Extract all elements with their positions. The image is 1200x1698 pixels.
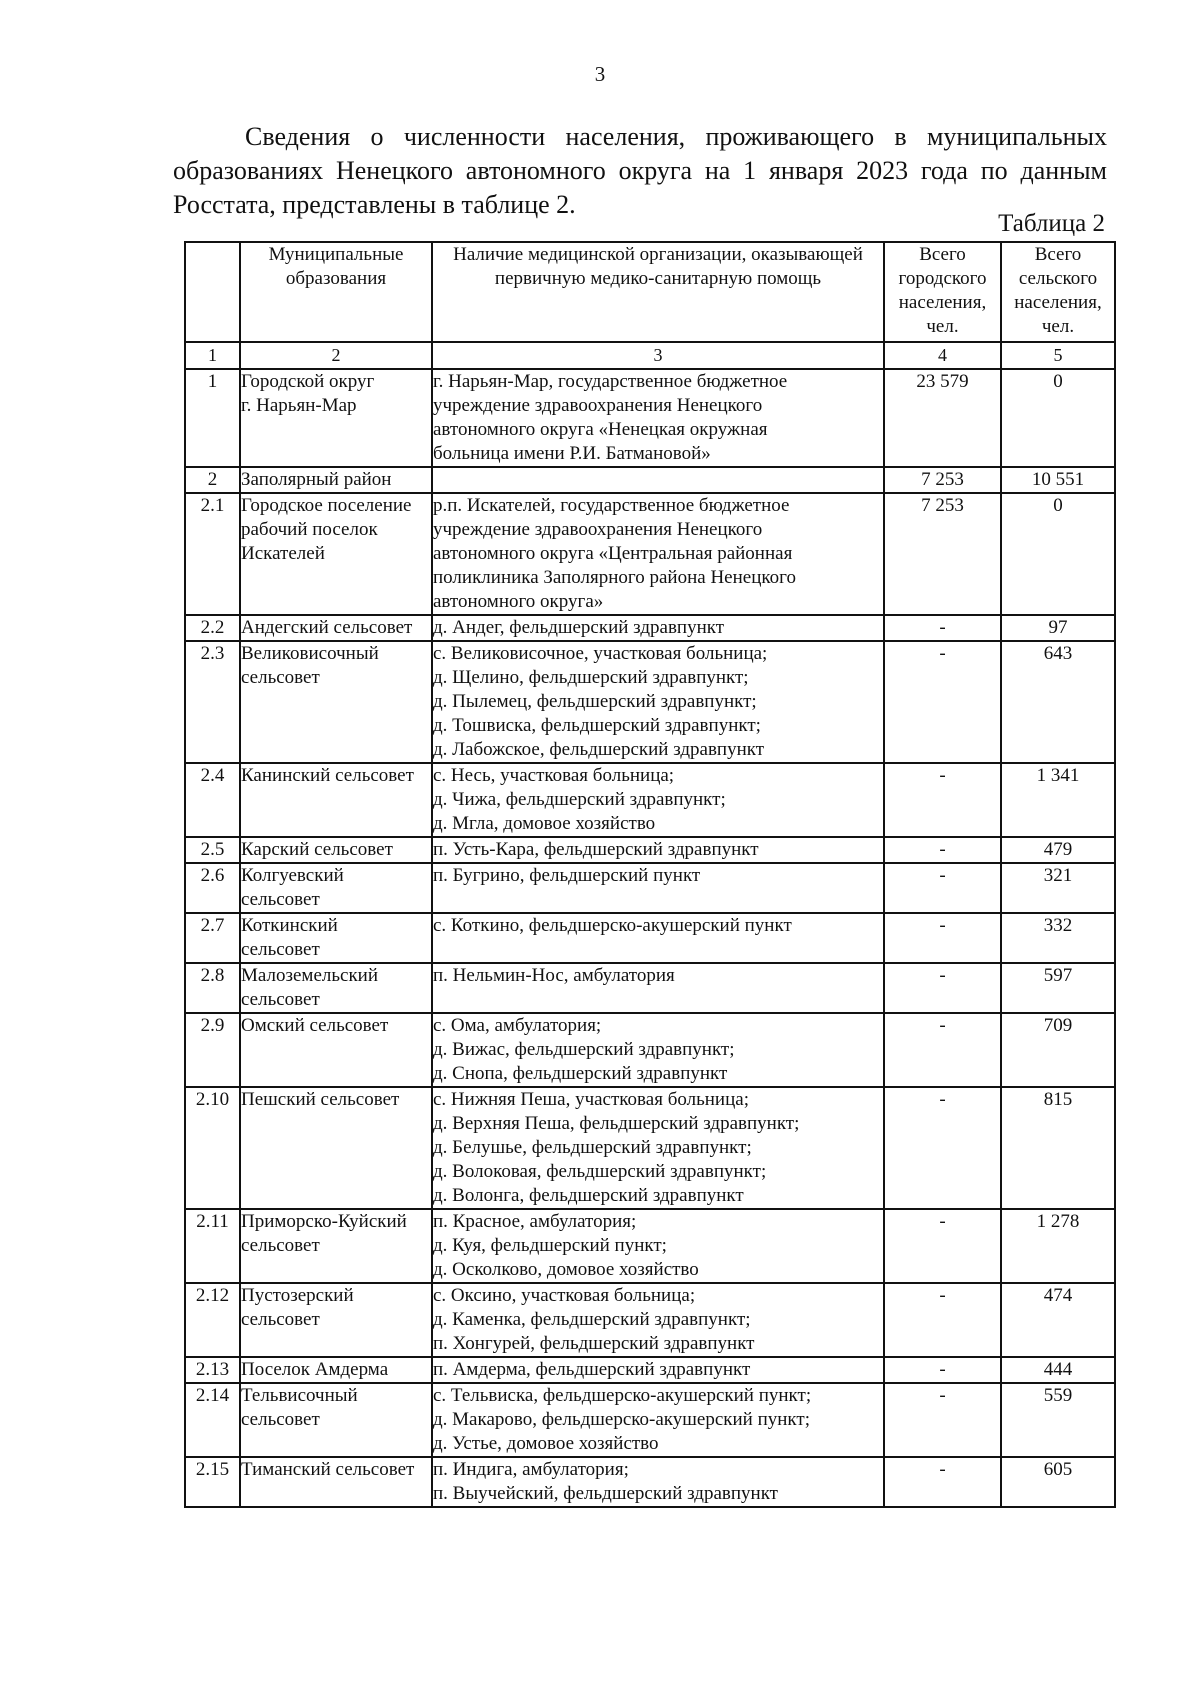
- medical-org-cell: [432, 837, 884, 863]
- urban-population-cell: -: [884, 1087, 1001, 1209]
- medical-org-cell: [432, 467, 884, 493]
- row-number-cell: 2.1: [185, 493, 240, 615]
- urban-population-cell: -: [884, 1013, 1001, 1087]
- municipality-cell: [240, 863, 432, 913]
- table-row: [185, 1357, 1115, 1383]
- medical-org-cell: [432, 1013, 884, 1087]
- table-row: [185, 1283, 1115, 1357]
- municipality-cell: [240, 837, 432, 863]
- table-row: [185, 615, 1115, 641]
- municipality-name-line: Коткинский: [241, 915, 338, 936]
- municipality-name-line: г. Нарьян-Мар: [241, 395, 357, 416]
- urban-population-cell: -: [884, 1357, 1001, 1383]
- medical-org-line: с. Оксино, участковая больница;: [433, 1285, 696, 1306]
- urban-population-cell: -: [884, 1383, 1001, 1457]
- rural-population-cell: 643: [1001, 641, 1115, 763]
- medical-org-line: п. Амдерма, фельдшерский здравпункт: [433, 1359, 751, 1380]
- medical-org-line: с. Нижняя Пеша, участковая больница;: [433, 1089, 749, 1110]
- rural-population-cell: 1 341: [1001, 763, 1115, 837]
- municipality-name-line: сельсовет: [241, 1235, 320, 1256]
- header-cell-medical-org: Наличие медицинской организации, оказывающей первичную медико-санитарную помощь: [432, 242, 884, 342]
- municipality-name-line: Заполярный район: [241, 469, 392, 490]
- municipality-name-line: Малоземельский: [241, 965, 379, 986]
- table-row: [185, 641, 1115, 763]
- medical-org-line: автономного округа»: [433, 591, 604, 612]
- header-cell-urban-population: Всего городского населения, чел.: [884, 242, 1001, 342]
- municipality-name-line: Приморско-Куйский: [241, 1211, 407, 1232]
- row-number-cell: 2.4: [185, 763, 240, 837]
- row-number-cell: 2.5: [185, 837, 240, 863]
- municipality-name-line: сельсовет: [241, 1409, 320, 1430]
- row-number-cell: 2.13: [185, 1357, 240, 1383]
- rural-population-cell: 0: [1001, 493, 1115, 615]
- municipality-name-line: Тельвисочный: [241, 1385, 358, 1406]
- medical-org-line: д. Мгла, домовое хозяйство: [433, 813, 656, 834]
- municipality-cell: [240, 913, 432, 963]
- medical-org-cell: [432, 963, 884, 1013]
- municipality-name-line: Тиманский сельсовет: [241, 1459, 415, 1480]
- urban-population-cell: -: [884, 863, 1001, 913]
- rural-population-cell: 332: [1001, 913, 1115, 963]
- municipality-cell: [240, 1013, 432, 1087]
- table-row: [185, 763, 1115, 837]
- medical-org-line: с. Несь, участковая больница;: [433, 765, 675, 786]
- page-number: 3: [594, 62, 606, 86]
- table-row: [185, 369, 1115, 467]
- medical-org-line: д. Белушье, фельдшерский здравпункт;: [433, 1137, 752, 1158]
- table-row: [185, 1209, 1115, 1283]
- row-number-cell: 2.7: [185, 913, 240, 963]
- municipality-name-line: Омский сельсовет: [241, 1015, 389, 1036]
- column-number: 5: [1001, 342, 1115, 369]
- medical-org-line: г. Нарьян-Мар, государственное бюджетное: [433, 371, 788, 392]
- medical-org-line: с. Ома, амбулатория;: [433, 1015, 602, 1036]
- medical-org-line: учреждение здравоохранения Ненецкого: [433, 519, 763, 540]
- table-row: [185, 837, 1115, 863]
- medical-org-line: д. Волонга, фельдшерский здравпункт: [433, 1185, 744, 1206]
- municipality-cell: [240, 763, 432, 837]
- table-row: [185, 1457, 1115, 1507]
- municipality-cell: [240, 963, 432, 1013]
- medical-org-cell: [432, 369, 884, 467]
- rural-population-cell: 605: [1001, 1457, 1115, 1507]
- header-cell-municipality: Муниципальные образования: [240, 242, 432, 342]
- medical-org-line: д. Куя, фельдшерский пункт;: [433, 1235, 667, 1256]
- table-row: [185, 963, 1115, 1013]
- table-row: [185, 467, 1115, 493]
- table-row: [185, 1087, 1115, 1209]
- medical-org-line: д. Андег, фельдшерский здравпункт: [433, 617, 725, 638]
- medical-org-line: д. Верхняя Пеша, фельдшерский здравпункт;: [433, 1113, 800, 1134]
- row-number-cell: 2.9: [185, 1013, 240, 1087]
- rural-population-cell: 1 278: [1001, 1209, 1115, 1283]
- urban-population-cell: 23 579: [884, 369, 1001, 467]
- municipality-cell: [240, 1209, 432, 1283]
- municipality-cell: [240, 1283, 432, 1357]
- medical-org-line: учреждение здравоохранения Ненецкого: [433, 395, 763, 416]
- table-body: [185, 369, 1115, 1507]
- table-row: [185, 863, 1115, 913]
- medical-org-line: д. Волоковая, фельдшерский здравпункт;: [433, 1161, 767, 1182]
- population-table: [184, 241, 1116, 1508]
- table-row: [185, 1013, 1115, 1087]
- municipality-name-line: Городской округ: [241, 371, 375, 392]
- medical-org-line: д. Щелино, фельдшерский здравпункт;: [433, 667, 749, 688]
- municipality-name-line: Колгуевский: [241, 865, 344, 886]
- municipality-name-line: Андегский сельсовет: [241, 617, 413, 638]
- row-number-cell: 2.15: [185, 1457, 240, 1507]
- rural-population-cell: 0: [1001, 369, 1115, 467]
- urban-population-cell: -: [884, 963, 1001, 1013]
- medical-org-line: п. Усть-Кара, фельдшерский здравпункт: [433, 839, 759, 860]
- row-number-cell: 2: [185, 467, 240, 493]
- table-row: [185, 1383, 1115, 1457]
- urban-population-cell: -: [884, 913, 1001, 963]
- row-number-cell: 2.3: [185, 641, 240, 763]
- urban-population-cell: -: [884, 1283, 1001, 1357]
- column-number: 4: [884, 342, 1001, 369]
- municipality-name-line: сельсовет: [241, 667, 320, 688]
- medical-org-line: с. Великовисочное, участковая больница;: [433, 643, 768, 664]
- urban-population-cell: -: [884, 763, 1001, 837]
- rural-population-cell: 597: [1001, 963, 1115, 1013]
- municipality-cell: [240, 493, 432, 615]
- municipality-name-line: сельсовет: [241, 939, 320, 960]
- rural-population-cell: 559: [1001, 1383, 1115, 1457]
- medical-org-line: д. Каменка, фельдшерский здравпункт;: [433, 1309, 751, 1330]
- medical-org-line: д. Макарово, фельдшерско-акушерский пункт;: [433, 1409, 810, 1430]
- medical-org-cell: [432, 1209, 884, 1283]
- urban-population-cell: 7 253: [884, 493, 1001, 615]
- table-header-row: [185, 242, 1115, 342]
- column-number-row: [185, 342, 1115, 369]
- municipality-name-line: сельсовет: [241, 1309, 320, 1330]
- medical-org-line: п. Красное, амбулатория;: [433, 1211, 637, 1232]
- table-caption: Таблица 2: [998, 210, 1105, 237]
- municipality-cell: [240, 641, 432, 763]
- intro-paragraph: Сведения о численности населения, проживающего в муниципальных образованиях Ненецкого автономного округа на 1 января 2023 года по данным Росстата, представлены в таблице 2.: [173, 122, 1107, 219]
- medical-org-cell: [432, 1383, 884, 1457]
- medical-org-line: поликлиника Заполярного района Ненецкого: [433, 567, 796, 588]
- medical-org-line: п. Индига, амбулатория;: [433, 1459, 629, 1480]
- rural-population-cell: 10 551: [1001, 467, 1115, 493]
- rural-population-cell: 474: [1001, 1283, 1115, 1357]
- medical-org-line: д. Лабожское, фельдшерский здравпункт: [433, 739, 765, 760]
- medical-org-cell: [432, 641, 884, 763]
- medical-org-line: автономного округа «Ненецкая окружная: [433, 419, 768, 440]
- row-number-cell: 2.14: [185, 1383, 240, 1457]
- row-number-cell: 1: [185, 369, 240, 467]
- urban-population-cell: -: [884, 1457, 1001, 1507]
- medical-org-line: д. Пылемец, фельдшерский здравпункт;: [433, 691, 757, 712]
- municipality-name-line: сельсовет: [241, 989, 320, 1010]
- medical-org-cell: [432, 1283, 884, 1357]
- medical-org-line: п. Выучейский, фельдшерский здравпункт: [433, 1483, 778, 1504]
- row-number-cell: 2.8: [185, 963, 240, 1013]
- medical-org-line: д. Устье, домовое хозяйство: [433, 1433, 659, 1454]
- medical-org-line: д. Чижа, фельдшерский здравпункт;: [433, 789, 726, 810]
- medical-org-line: п. Нельмин-Нос, амбулатория: [433, 965, 675, 986]
- municipality-name-line: Пустозерский: [241, 1285, 354, 1306]
- medical-org-cell: [432, 1087, 884, 1209]
- medical-org-line: п. Хонгурей, фельдшерский здравпункт: [433, 1333, 755, 1354]
- urban-population-cell: -: [884, 1209, 1001, 1283]
- municipality-name-line: Великовисочный: [241, 643, 379, 664]
- municipality-name-line: сельсовет: [241, 889, 320, 910]
- municipality-name-line: Пешский сельсовет: [241, 1089, 400, 1110]
- municipality-name-line: рабочий поселок: [241, 519, 378, 540]
- municipality-cell: [240, 467, 432, 493]
- urban-population-cell: 7 253: [884, 467, 1001, 493]
- medical-org-cell: [432, 1457, 884, 1507]
- medical-org-cell: [432, 863, 884, 913]
- municipality-name-line: Городское поселение: [241, 495, 412, 516]
- urban-population-cell: -: [884, 615, 1001, 641]
- municipality-cell: [240, 369, 432, 467]
- rural-population-cell: 709: [1001, 1013, 1115, 1087]
- medical-org-line: автономного округа «Центральная районная: [433, 543, 793, 564]
- row-number-cell: 2.10: [185, 1087, 240, 1209]
- medical-org-cell: [432, 493, 884, 615]
- medical-org-line: д. Снопа, фельдшерский здравпункт: [433, 1063, 728, 1084]
- medical-org-cell: [432, 1357, 884, 1383]
- row-number-cell: 2.2: [185, 615, 240, 641]
- medical-org-line: с. Тельвиска, фельдшерско-акушерский пункт;: [433, 1385, 812, 1406]
- medical-org-line: д. Осколково, домовое хозяйство: [433, 1259, 699, 1280]
- medical-org-line: д. Тошвиска, фельдшерский здравпункт;: [433, 715, 761, 736]
- medical-org-line: п. Бугрино, фельдшерский пункт: [433, 865, 701, 886]
- rural-population-cell: 444: [1001, 1357, 1115, 1383]
- row-number-cell: 2.6: [185, 863, 240, 913]
- medical-org-line: д. Вижас, фельдшерский здравпункт;: [433, 1039, 735, 1060]
- municipality-name-line: Карский сельсовет: [241, 839, 393, 860]
- municipality-cell: [240, 1087, 432, 1209]
- row-number-cell: 2.11: [185, 1209, 240, 1283]
- column-number: 1: [185, 342, 240, 369]
- urban-population-cell: -: [884, 837, 1001, 863]
- municipality-cell: [240, 1357, 432, 1383]
- column-number: 3: [432, 342, 884, 369]
- medical-org-line: больница имени Р.И. Батмановой»: [433, 443, 711, 464]
- rural-population-cell: 321: [1001, 863, 1115, 913]
- header-cell-number: [185, 242, 240, 342]
- urban-population-cell: -: [884, 641, 1001, 763]
- rural-population-cell: 815: [1001, 1087, 1115, 1209]
- rural-population-cell: 479: [1001, 837, 1115, 863]
- column-number: 2: [240, 342, 432, 369]
- municipality-cell: [240, 615, 432, 641]
- municipality-cell: [240, 1383, 432, 1457]
- rural-population-cell: 97: [1001, 615, 1115, 641]
- medical-org-cell: [432, 763, 884, 837]
- municipality-name-line: Поселок Амдерма: [241, 1359, 389, 1380]
- table-row: [185, 493, 1115, 615]
- table-row: [185, 913, 1115, 963]
- municipality-name-line: Канинский сельсовет: [241, 765, 414, 786]
- row-number-cell: 2.12: [185, 1283, 240, 1357]
- medical-org-line: с. Коткино, фельдшерско-акушерский пункт: [433, 915, 792, 936]
- header-cell-rural-population: Всего сельского населения, чел.: [1001, 242, 1115, 342]
- medical-org-cell: [432, 615, 884, 641]
- municipality-cell: [240, 1457, 432, 1507]
- municipality-name-line: Искателей: [241, 543, 325, 564]
- medical-org-line: р.п. Искателей, государственное бюджетное: [433, 495, 790, 516]
- medical-org-cell: [432, 913, 884, 963]
